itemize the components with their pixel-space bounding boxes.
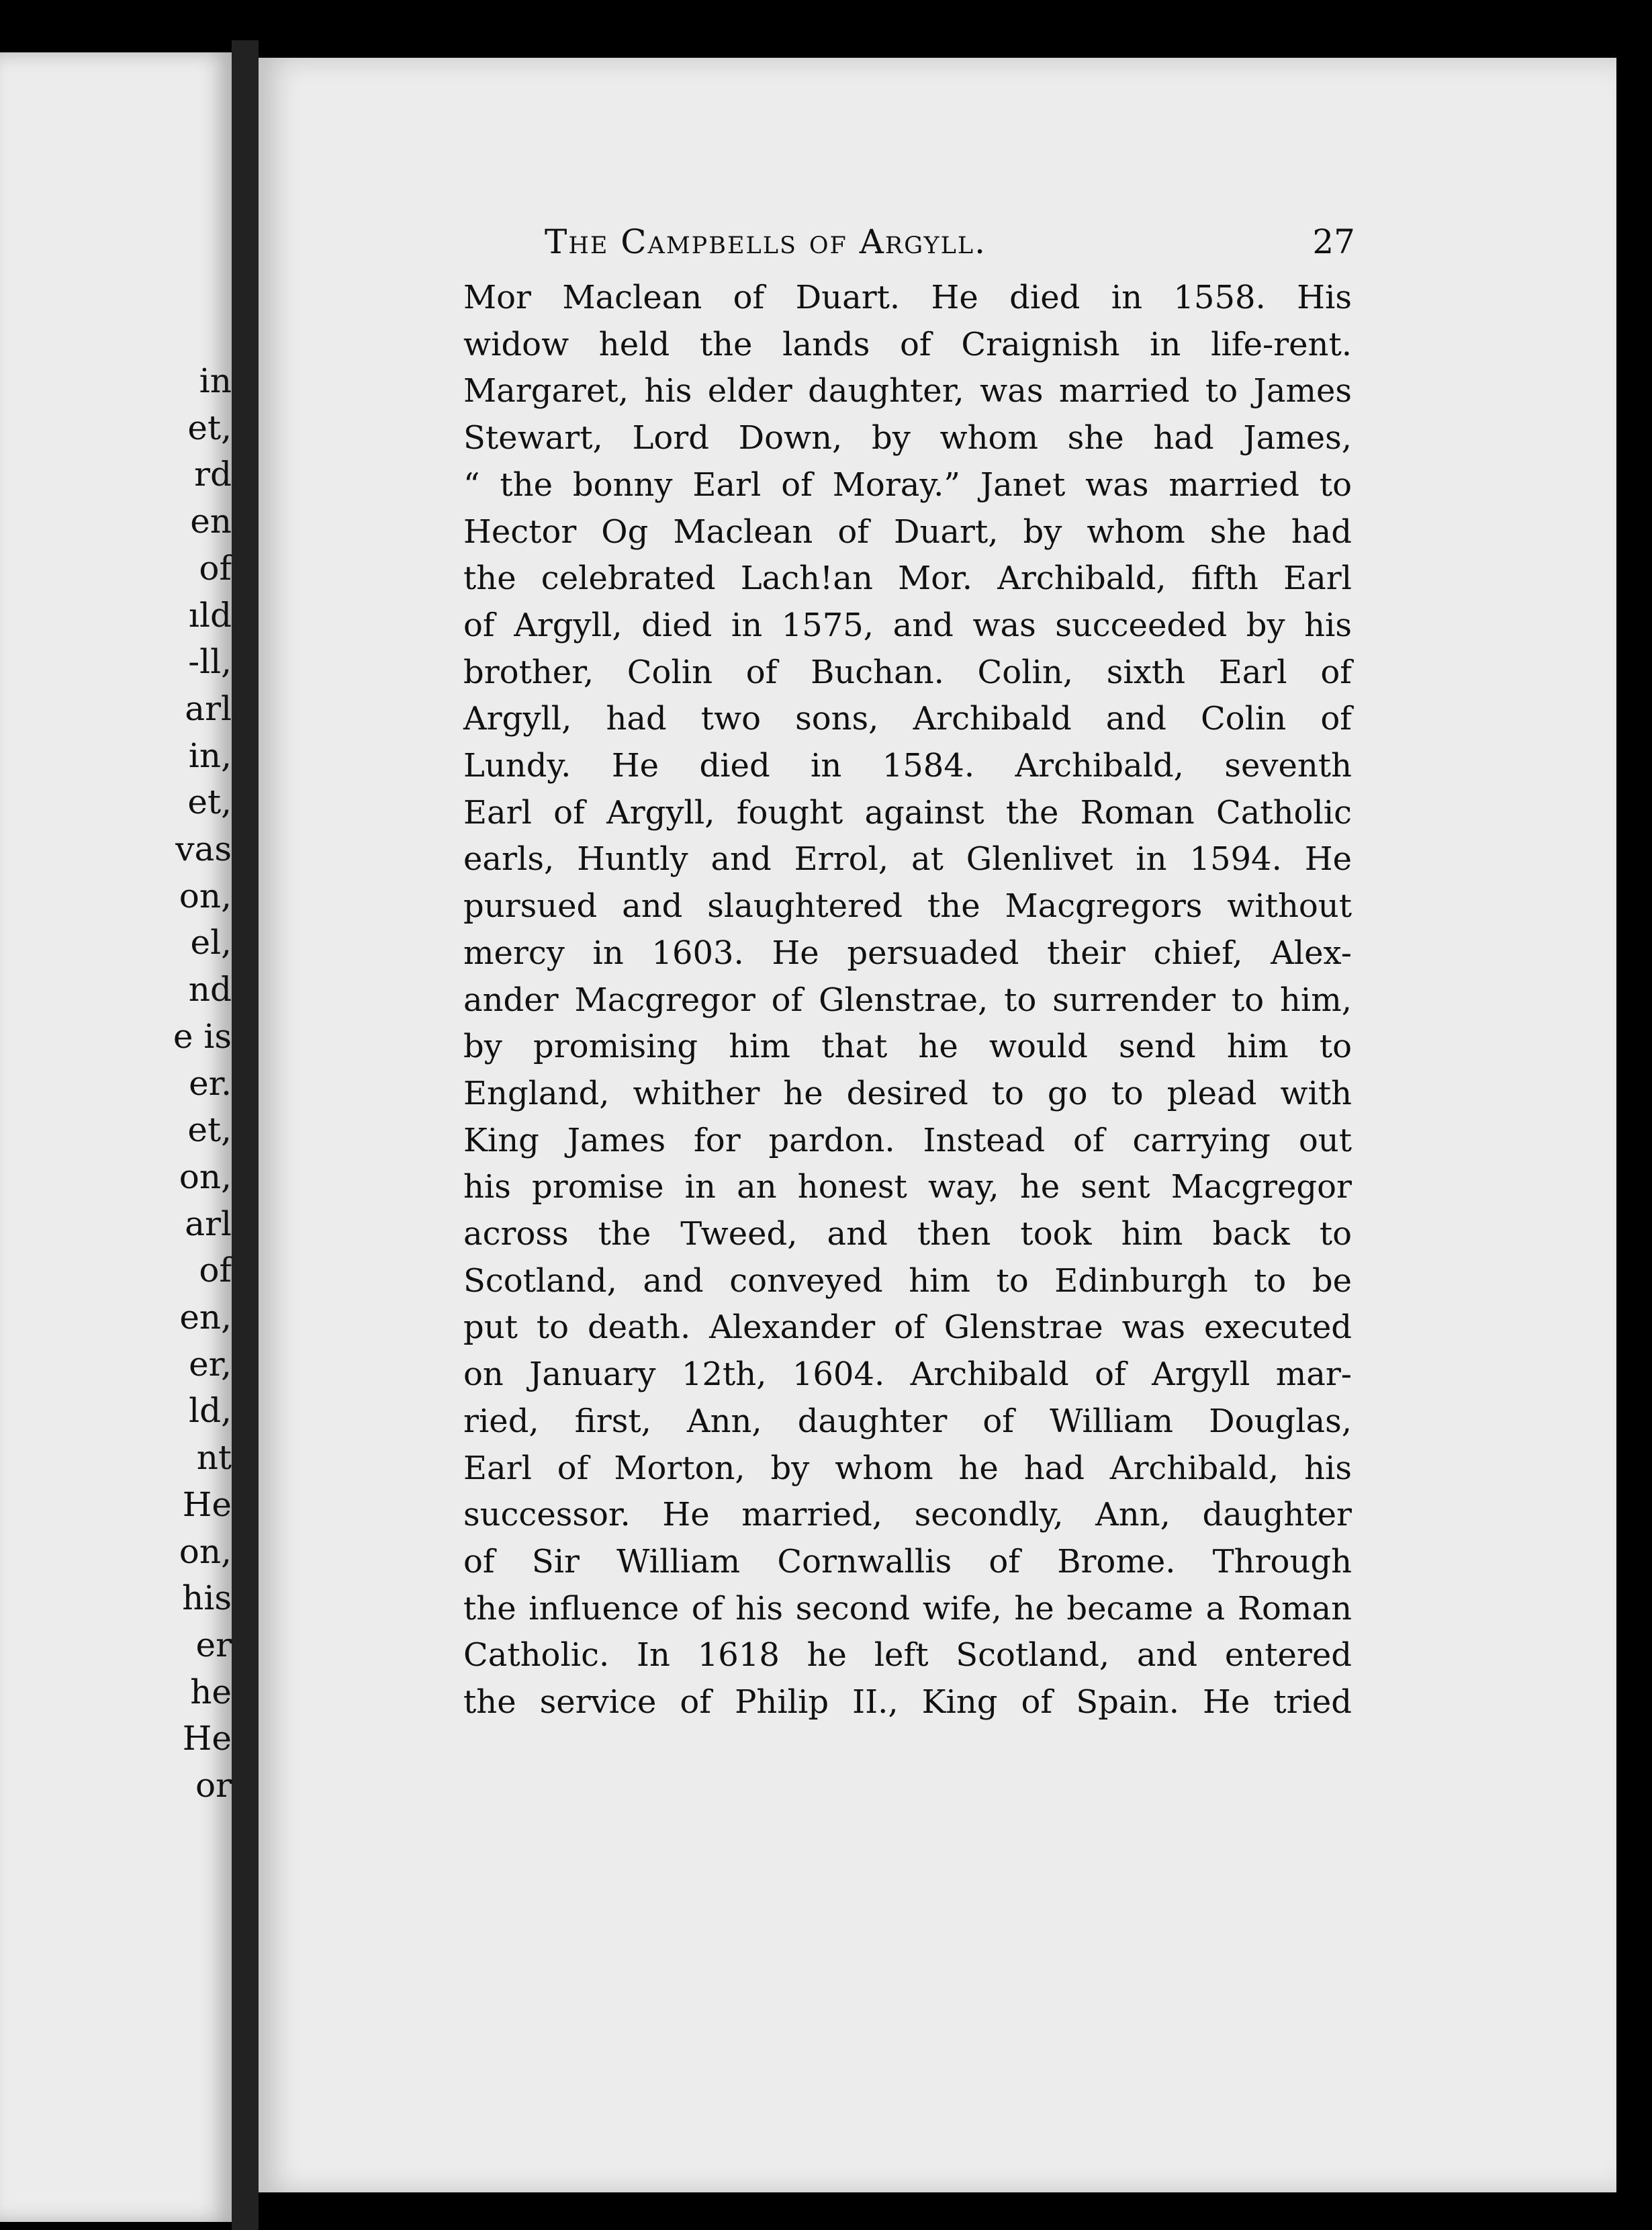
- text-line: “ the bonny Earl of Moray.” Janet was married to: [463, 465, 1352, 504]
- facing-line: he: [190, 1672, 232, 1711]
- text-line: Hector Og Maclean of Duart, by whom she had: [463, 512, 1352, 551]
- facing-line: et,: [187, 783, 232, 822]
- text-line: mercy in 1603. He persuaded their chief, Alex-: [463, 934, 1352, 972]
- facing-line: nt: [196, 1438, 232, 1478]
- text-line: the influence of his second wife, he became a Roman: [463, 1589, 1352, 1627]
- text-line: King James for pardon. Instead of carrying out: [463, 1121, 1352, 1159]
- facing-line: et,: [187, 408, 232, 447]
- text-line: pursued and slaughtered the Macgregors without: [463, 887, 1352, 926]
- page-number: 27: [1312, 222, 1355, 261]
- text-line: put to death. Alexander of Glenstrae was executed: [463, 1308, 1352, 1347]
- text-line: brother, Colin of Buchan. Colin, sixth Earl of: [463, 653, 1352, 691]
- facing-line: et,: [187, 1110, 232, 1150]
- text-line: his promise in an honest way, he sent Macgregor: [463, 1168, 1352, 1206]
- facing-line: of: [199, 548, 232, 588]
- facing-line: el,: [190, 923, 232, 963]
- facing-line: rd: [194, 455, 232, 494]
- text-line: widow held the lands of Craignish in life-rent.: [463, 325, 1352, 363]
- facing-line: or: [195, 1766, 232, 1805]
- page-header: [403, 215, 1355, 269]
- facing-line: er.: [189, 1063, 232, 1103]
- facing-line: -ll,: [188, 642, 232, 682]
- facing-line: er,: [189, 1344, 232, 1384]
- text-line: Earl of Morton, by whom he had Archibald, his: [463, 1449, 1352, 1487]
- facing-line: nd: [188, 970, 232, 1010]
- text-line: Earl of Argyll, fought against the Roman Catholic: [463, 793, 1352, 832]
- facing-line: on,: [179, 1531, 232, 1571]
- facing-line: in,: [188, 735, 232, 775]
- text-line: Mor Maclean of Duart. He died in 1558. His: [463, 279, 1352, 316]
- facing-line: on,: [179, 1157, 232, 1196]
- facing-line: arl: [185, 688, 232, 728]
- facing-page-text: [173, 358, 232, 1810]
- text-line: Argyll, had two sons, Archibald and Colin of: [463, 700, 1352, 738]
- facing-line: en: [190, 502, 232, 541]
- facing-line: en,: [179, 1298, 232, 1337]
- facing-line: his: [182, 1578, 232, 1618]
- facing-line: e is: [173, 1016, 232, 1056]
- text-line: the service of Philip II., King of Spain. He tried: [463, 1683, 1352, 1722]
- text-line: Stewart, Lord Down, by whom she had James,: [463, 419, 1352, 457]
- body-text: [463, 275, 1352, 1726]
- text-line: on January 12th, 1604. Archibald of Argyll mar-: [463, 1355, 1352, 1394]
- text-line: ander Macgregor of Glenstrae, to surrender to him,: [463, 981, 1352, 1019]
- text-line: Scotland, and conveyed him to Edinburgh to be: [463, 1261, 1352, 1300]
- facing-line: arl: [185, 1204, 232, 1243]
- facing-line: er: [195, 1625, 232, 1664]
- text-line: the celebrated Lach!an Mor. Archibald, fifth Earl: [463, 560, 1352, 598]
- facing-line: on,: [179, 876, 232, 916]
- facing-line: He: [182, 1719, 232, 1758]
- text-line: ried, first, Ann, daughter of William Douglas,: [463, 1402, 1352, 1440]
- facing-page: [0, 52, 232, 2222]
- text-line: across the Tweed, and then took him back to: [463, 1215, 1352, 1253]
- text-line: successor. He married, secondly, Ann, daughter: [463, 1496, 1352, 1534]
- text-line: earls, Huntly and Errol, at Glenlivet in 1594. He: [463, 840, 1352, 879]
- facing-line: He: [182, 1484, 232, 1524]
- book-gutter: [232, 40, 259, 2230]
- facing-line: in: [199, 361, 232, 400]
- facing-line: vas: [175, 830, 232, 869]
- text-line: by promising him that he would send him to: [463, 1028, 1352, 1066]
- running-title: The Campbells of Argyll.: [544, 222, 987, 261]
- facing-line: ıld: [189, 595, 232, 635]
- text-line: Margaret, his elder daughter, was married to James: [463, 372, 1352, 410]
- facing-line: of: [199, 1251, 232, 1290]
- text-line: of Sir William Cornwallis of Brome. Through: [463, 1542, 1352, 1580]
- text-line: Lundy. He died in 1584. Archibald, seventh: [463, 747, 1352, 785]
- text-line: England, whither he desired to go to plead with: [463, 1074, 1352, 1112]
- text-line: of Argyll, died in 1575, and was succeeded by his: [463, 606, 1352, 644]
- facing-line: ld,: [189, 1391, 232, 1431]
- text-line: Catholic. In 1618 he left Scotland, and entered: [463, 1636, 1352, 1675]
